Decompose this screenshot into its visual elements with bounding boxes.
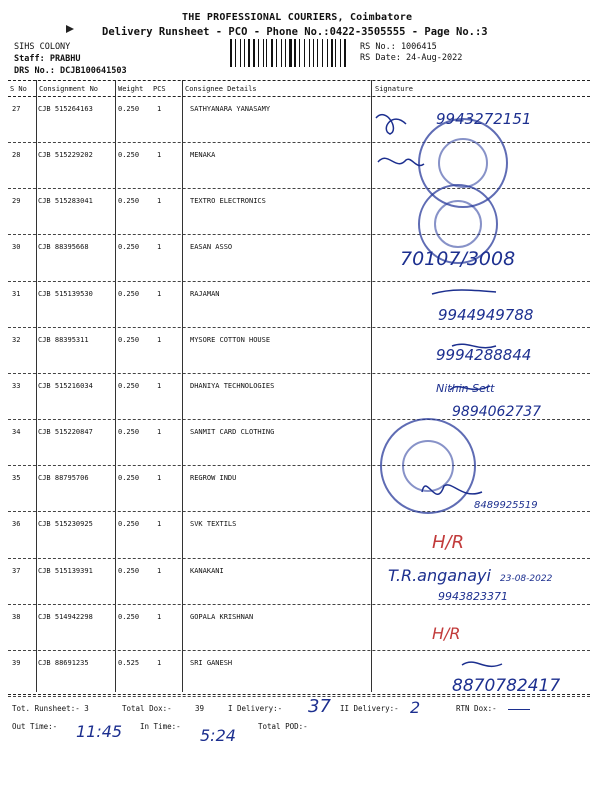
row-consignee: MYSORE COTTON HOUSE [190,335,271,344]
row-pcs: 1 [157,335,162,344]
rtn-dox-label: RTN Dox:- [456,704,497,713]
total-pod-label: Total POD:- [258,722,308,731]
row-consignee: SRI GANESH [190,658,233,667]
row-consignee: TEXTRO ELECTRONICS [190,197,266,206]
row-consignment-no: CJB 88795706 [38,474,89,483]
barcode-bar [266,39,267,67]
runsheet-subtitle: Delivery Runsheet - PCO - Phone No.:0422-3505555 - Page No.:3 [102,26,488,38]
barcode-bar [263,39,264,67]
row-weight: 0.250 [118,243,140,252]
courier-logo-icon [64,20,76,32]
barcode-bar [342,39,343,67]
row-sno: 29 [12,197,21,206]
out-time-value: 11:45 [76,722,123,741]
barcode-bar [236,39,239,67]
handwritten-name: T.R.anganayi [388,566,491,585]
barcode-bar [305,39,308,67]
in-time-value: 5:24 [200,726,236,745]
barcode-bar [293,39,294,67]
barcode-bar [297,39,298,67]
row-weight: 0.250 [118,335,140,344]
total-runsheet: Tot. Runsheet:- 3 [12,704,89,713]
row-pcs: 1 [157,243,162,252]
row-consignee: EASAN ASSO [190,243,233,252]
barcode-bar [315,39,316,67]
handwritten-hr-mark: H/R [432,624,461,643]
barcode-bar [309,39,310,67]
total-dox-value: 39 [195,704,205,713]
barcode-bar [244,39,245,67]
barcode-bar [253,39,256,67]
row-pcs: 1 [157,289,162,298]
row-pcs: 1 [157,658,162,667]
barcode-bar [281,39,282,67]
row-consignment-no: CJB 515139391 [38,566,93,575]
row-consignee: GOPALA KRISHNAN [190,612,254,621]
ii-delivery-label: II Delivery:- [340,704,399,713]
handwritten-phone: 9894062737 [452,404,542,420]
row-sno: 38 [12,612,21,621]
row-pcs: 1 [157,381,162,390]
row-sno: 36 [12,520,21,529]
barcode-bar [283,39,285,67]
row-weight: 0.250 [118,612,140,621]
barcode-bar [311,39,312,67]
row-sno: 32 [12,335,21,344]
row-weight: 0.250 [118,428,140,437]
row-consignee: KANAKANI [190,566,224,575]
barcode-bar [285,39,286,67]
row-pcs: 1 [157,612,162,621]
row-sno: 34 [12,428,21,437]
row-sno: 31 [12,289,21,298]
col-weight: Weight [118,85,144,93]
barcode-bar [242,39,244,67]
handwritten-hr-mark: H/R [432,532,465,553]
header-top-rule [8,80,590,81]
ii-delivery-count: 2 [410,698,421,717]
row-weight: 0.250 [118,520,140,529]
row-pcs: 1 [157,105,162,113]
i-delivery-count: 37 [308,696,331,717]
barcode-bar [327,39,328,67]
row-pcs: 1 [157,520,162,529]
footer-rule [8,694,590,695]
barcode-bar [322,39,323,67]
barcode-bar [337,39,339,67]
barcode-bar [319,39,321,67]
barcode-bar [301,39,303,67]
row-weight: 0.250 [118,474,140,483]
area-name: SIHS COLONY [14,42,71,52]
barcode-bar [344,39,347,67]
row-pcs: 1 [157,428,162,437]
row-sno: 35 [12,474,21,483]
row-consignment-no: CJB 515216034 [38,381,93,390]
rs-date: RS Date: 24-Aug-2022 [360,53,463,63]
row-weight: 0.250 [118,289,140,298]
row-sno: 30 [12,243,21,252]
col-sno: S No [10,85,27,93]
barcode-bar [340,39,341,67]
barcode-bar [258,39,259,67]
row-weight: 0.525 [118,658,140,667]
company-title: THE PROFESSIONAL COURIERS, Coimbatore [182,12,413,23]
signature-scribbles [372,100,592,700]
barcode-bar [335,39,336,67]
barcode-bar [334,39,335,67]
barcode-bar [274,39,275,67]
col-signature: Signature [375,85,413,93]
col-divider [115,80,116,692]
row-sno: 39 [12,658,21,667]
row-consignee: RAJAMAN [190,289,220,298]
barcode-bar [248,39,250,67]
barcode-bar [260,39,262,67]
barcode-bar [299,39,300,67]
handwritten-phone: 9943823371 [438,590,508,603]
row-consignment-no: CJB 515283041 [38,197,93,206]
header-bottom-rule [8,96,590,97]
barcode-bar [235,39,236,67]
handwritten-note: 70107/3008 [400,248,516,270]
barcode-bar [347,39,349,67]
barcode-bar [256,39,257,67]
row-consignment-no: CJB 88395311 [38,335,89,344]
col-divider [36,80,37,692]
row-pcs: 1 [157,197,162,206]
row-consignment-no: CJB 515220847 [38,428,93,437]
row-consignee: DHANIYA TECHNOLOGIES [190,381,275,390]
row-pcs: 1 [157,474,162,483]
row-pcs: 1 [157,151,162,160]
barcode-bar [278,39,280,67]
col-pcs: PCS [153,85,166,93]
barcode-bar [329,39,330,67]
in-time-label: In Time:- [140,722,181,731]
handwritten-date: 23-08-2022 [500,574,553,584]
handwritten-phone: 9943272151 [436,110,532,128]
barcode-bar [233,39,234,67]
drs-number: DRS No.: DCJB100641503 [14,66,127,76]
row-consignment-no: CJB 88691235 [38,658,89,667]
barcode-bar [230,39,232,67]
row-consignee: REGROW INDU [190,474,237,483]
row-consignee: SVK TEXTILS [190,520,237,529]
total-dox-label: Total Dox:- [122,704,172,713]
rtn-dox-dash [508,709,530,710]
col-consignee: Consignee Details [185,85,257,93]
barcode-bar [240,39,241,67]
barcode-bar [265,39,266,67]
barcode-bar [271,39,274,67]
row-pcs: 1 [157,566,162,575]
row-consignment-no: CJB 515229202 [38,151,93,160]
barcode-bar [294,39,296,67]
row-weight: 0.250 [118,381,140,390]
row-consignee: SATHYANARA YANASAMY [190,105,271,113]
row-sno: 27 [12,105,21,113]
handwritten-name: Nithin Sett [436,382,495,395]
barcode-bar [287,39,288,67]
row-consignment-no: CJB 515230925 [38,520,93,529]
handwritten-phone: 8489925519 [474,500,538,511]
row-consignment-no: CJB 88395668 [38,243,89,252]
barcode-bar [289,39,292,67]
i-delivery-label: I Delivery:- [228,704,283,713]
barcode-bar [313,39,315,67]
barcode-bar [251,39,252,67]
barcode [230,39,350,67]
barcode-bar [304,39,305,67]
row-sno: 37 [12,566,21,575]
col-divider [182,80,183,692]
row-sno: 33 [12,381,21,390]
row-weight: 0.250 [118,105,140,113]
barcode-bar [317,39,318,67]
barcode-bar [324,39,327,67]
barcode-bar [276,39,277,67]
out-time-label: Out Time:- [12,722,58,731]
handwritten-phone: 9994288844 [436,346,532,364]
barcode-bar [331,39,333,67]
row-consignment-no: CJB 515264163 [38,105,93,113]
row-consignee: MENAKA [190,151,216,160]
row-weight: 0.250 [118,197,140,206]
col-consignment: Consignment No [39,85,99,93]
row-consignment-no: CJB 514942298 [38,612,93,621]
row-weight: 0.250 [118,566,140,575]
row-consignment-no: CJB 515139530 [38,289,93,298]
barcode-bar [246,39,247,67]
row-weight: 0.250 [118,151,140,160]
handwritten-phone: 9944949788 [438,306,534,324]
row-consignee: SANMIT CARD CLOTHING [190,428,275,437]
rs-number: RS No.: 1006415 [360,42,437,52]
row-sno: 28 [12,151,21,160]
staff-name: Staff: PRABHU [14,54,81,64]
handwritten-phone: 8870782417 [452,676,561,696]
barcode-bar [268,39,270,67]
